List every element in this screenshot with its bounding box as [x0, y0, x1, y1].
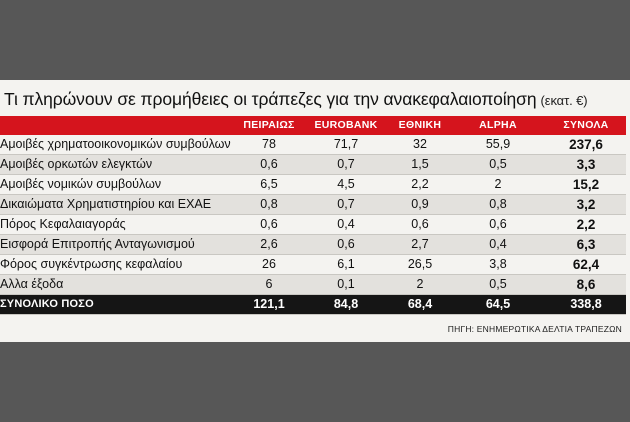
grand-total-eurobank: 84,8	[302, 295, 390, 315]
row-label: Αμοιβές χρηματοοικονομικών συμβούλων	[0, 135, 236, 155]
cell-piraeus: 0,6	[236, 215, 302, 235]
cell-eurobank: 71,7	[302, 135, 390, 155]
header-cell-piraeus: ΠΕΙΡΑΙΩΣ	[236, 116, 302, 135]
cell-alpha: 0,8	[450, 195, 546, 215]
grand-total-alpha: 64,5	[450, 295, 546, 315]
header-cell-eurobank: EUROBANK	[302, 116, 390, 135]
row-label: Δικαιώματα Χρηματιστηρίου και ΕΧΑΕ	[0, 195, 236, 215]
cell-piraeus: 78	[236, 135, 302, 155]
table-row	[0, 255, 626, 275]
table-row	[0, 155, 626, 175]
cell-ethniki: 0,6	[390, 215, 450, 235]
header-cell-ethniki: ΕΘΝΙΚΗ	[390, 116, 450, 135]
cell-total: 6,3	[546, 235, 626, 255]
title-unit: (εκατ. €)	[540, 93, 588, 108]
header-cell-label	[0, 116, 236, 135]
cell-alpha: 0,4	[450, 235, 546, 255]
cell-alpha: 0,6	[450, 215, 546, 235]
cell-eurobank: 0,4	[302, 215, 390, 235]
cell-total: 3,2	[546, 195, 626, 215]
header-row	[0, 116, 626, 135]
cell-total: 15,2	[546, 175, 626, 195]
cell-piraeus: 0,6	[236, 155, 302, 175]
cell-eurobank: 0,1	[302, 275, 390, 295]
cell-alpha: 0,5	[450, 155, 546, 175]
cell-total: 2,2	[546, 215, 626, 235]
cell-total: 3,3	[546, 155, 626, 175]
table-row	[0, 215, 626, 235]
title-text: Τι πληρώνουν σε προμήθειες οι τράπεζες για την ανακεφαλαιοποίηση	[4, 89, 537, 109]
cell-alpha: 55,9	[450, 135, 546, 155]
cell-eurobank: 6,1	[302, 255, 390, 275]
row-label: Πόρος Κεφαλαιαγοράς	[0, 215, 236, 235]
cell-alpha: 3,8	[450, 255, 546, 275]
table-row	[0, 195, 626, 215]
cell-ethniki: 2	[390, 275, 450, 295]
cell-total: 8,6	[546, 275, 626, 295]
grand-total-piraeus: 121,1	[236, 295, 302, 315]
grand-total-row	[0, 295, 626, 315]
cell-alpha: 0,5	[450, 275, 546, 295]
table-row	[0, 135, 626, 155]
grand-total-ethniki: 68,4	[390, 295, 450, 315]
table-card	[0, 80, 630, 342]
header-cell-totals: ΣΥΝΟΛΑ	[546, 116, 626, 135]
cell-piraeus: 6,5	[236, 175, 302, 195]
cell-piraeus: 2,6	[236, 235, 302, 255]
row-label: Αμοιβές ορκωτών ελεγκτών	[0, 155, 236, 175]
cell-ethniki: 32	[390, 135, 450, 155]
table-row	[0, 175, 626, 195]
cell-piraeus: 0,8	[236, 195, 302, 215]
row-label: Φόρος συγκέντρωσης κεφαλαίου	[0, 255, 236, 275]
grand-total-label: ΣΥΝΟΛΙΚΟ ΠΟΣΟ	[0, 295, 236, 315]
cell-eurobank: 0,7	[302, 155, 390, 175]
row-label: Αλλα έξοδα	[0, 275, 236, 295]
table-row	[0, 235, 626, 255]
cell-eurobank: 4,5	[302, 175, 390, 195]
cell-eurobank: 0,6	[302, 235, 390, 255]
header-cell-alpha: ALPHA	[450, 116, 546, 135]
grand-total-sum: 338,8	[546, 295, 626, 315]
cell-piraeus: 26	[236, 255, 302, 275]
fees-table	[0, 116, 626, 315]
table-title	[4, 89, 588, 110]
cell-total: 237,6	[546, 135, 626, 155]
cell-alpha: 2	[450, 175, 546, 195]
cell-ethniki: 2,7	[390, 235, 450, 255]
table-row	[0, 275, 626, 295]
source-note: ΠΗΓΗ: ΕΝΗΜΕΡΩΤΙΚΑ ΔΕΛΤΙΑ ΤΡΑΠΕΖΩΝ	[447, 324, 622, 334]
cell-eurobank: 0,7	[302, 195, 390, 215]
row-label: Εισφορά Επιτροπής Ανταγωνισμού	[0, 235, 236, 255]
cell-ethniki: 1,5	[390, 155, 450, 175]
cell-ethniki: 2,2	[390, 175, 450, 195]
cell-ethniki: 26,5	[390, 255, 450, 275]
cell-piraeus: 6	[236, 275, 302, 295]
cell-total: 62,4	[546, 255, 626, 275]
cell-ethniki: 0,9	[390, 195, 450, 215]
row-label: Αμοιβές νομικών συμβούλων	[0, 175, 236, 195]
